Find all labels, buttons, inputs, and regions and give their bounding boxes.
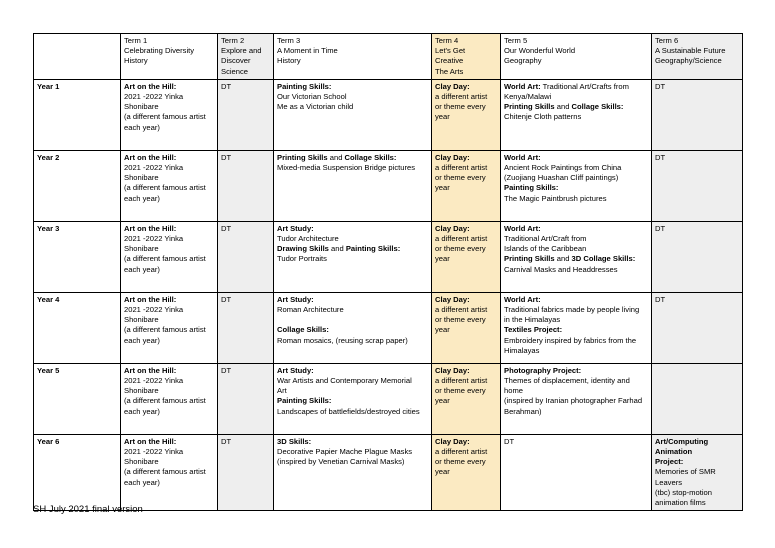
year-label: Year 2: [34, 150, 121, 221]
header-term5: Term 5 Our Wonderful World Geography: [501, 34, 652, 80]
header-term3: Term 3 A Moment in Time History: [274, 34, 432, 80]
header-term2: Term 2 Explore and Discover Science: [218, 34, 274, 80]
term3-cell: Art Study: Roman Architecture Collage Skills: Roman mosaics, (reusing scrap paper): [274, 292, 432, 363]
term1-cell: Art on the Hill: 2021 -2022 Yinka Shonibare (a different famous artist each year): [121, 292, 218, 363]
term6-cell: [652, 363, 743, 434]
year-label: Year 4: [34, 292, 121, 363]
term2-cell: DT: [218, 363, 274, 434]
term4-cell: Clay Day: a different artist or theme every year: [432, 221, 501, 292]
term6-cell: DT: [652, 292, 743, 363]
term2-cell: DT: [218, 221, 274, 292]
term1-cell: Art on the Hill: 2021 -2022 Yinka Shonibare (a different famous artist each year): [121, 363, 218, 434]
term3-cell: Painting Skills: Our Victorian School Me as a Victorian child: [274, 79, 432, 150]
header-term1: Term 1 Celebrating Diversity History: [121, 34, 218, 80]
term2-cell: DT: [218, 434, 274, 510]
year-label: Year 1: [34, 79, 121, 150]
year-label: Year 5: [34, 363, 121, 434]
term2-cell: DT: [218, 292, 274, 363]
term1-cell: Art on the Hill: 2021 -2022 Yinka Shonibare (a different famous artist each year): [121, 150, 218, 221]
art-curriculum-table: [33, 33, 743, 511]
term1-cell: Art on the Hill: 2021 -2022 Yinka Shonibare (a different famous artist each year): [121, 221, 218, 292]
term5-cell: DT: [501, 434, 652, 510]
term5-cell: World Art: Traditional Art/Craft from Islands of the Caribbean Printing Skills and 3D Collage Skills: Carnival Masks and Headdresses: [501, 221, 652, 292]
year-label: Year 6: [34, 434, 121, 510]
term4-cell: Clay Day: a different artist or theme every year: [432, 363, 501, 434]
term3-cell: 3D Skills: Decorative Papier Mache Plague Masks (inspired by Venetian Carnival Masks): [274, 434, 432, 510]
term5-cell: World Art: Ancient Rock Paintings from China (Zuojiang Huashan Cliff paintings) Painting Skills: The Magic Paintbrush pictures: [501, 150, 652, 221]
term4-cell: Clay Day: a different artist or theme every year: [432, 79, 501, 150]
term4-cell: Clay Day: a different artist or theme every year: [432, 292, 501, 363]
term5-cell: World Art: Traditional fabrics made by people living in the Himalayas Textiles Project: Embroidery inspired by fabrics from the Himalayas: [501, 292, 652, 363]
term2-cell: DT: [218, 150, 274, 221]
term1-cell: Art on the Hill: 2021 -2022 Yinka Shonibare (a different famous artist each year): [121, 79, 218, 150]
term1-cell: Art on the Hill: 2021 -2022 Yinka Shonibare (a different famous artist each year): [121, 434, 218, 510]
term2-cell: DT: [218, 79, 274, 150]
year-4-row: [34, 292, 743, 363]
term6-cell: DT: [652, 79, 743, 150]
term6-cell: Art/Computing Animation Project: Memories of SMR Leavers (tbc) stop-motion animation films: [652, 434, 743, 510]
term6-cell: DT: [652, 221, 743, 292]
term4-cell: Clay Day: a different artist or theme every year: [432, 150, 501, 221]
term3-cell: Printing Skills and Collage Skills: Mixed-media Suspension Bridge pictures: [274, 150, 432, 221]
term3-cell: Art Study: Tudor Architecture Drawing Skills and Painting Skills: Tudor Portraits: [274, 221, 432, 292]
corner-cell: [34, 34, 121, 80]
term3-cell: Art Study: War Artists and Contemporary Memorial Art Painting Skills: Landscapes of battlefields/destroyed cities: [274, 363, 432, 434]
footer-note: SH July 2021 final version: [33, 504, 143, 515]
year-1-row: [34, 79, 743, 150]
term6-cell: DT: [652, 150, 743, 221]
term5-cell: Photography Project: Themes of displacement, identity and home (inspired by Iranian photographer Farhad Berahman): [501, 363, 652, 434]
header-row: [34, 34, 743, 80]
term5-cell: World Art: Traditional Art/Crafts from Kenya/Malawi Printing Skills and Collage Skills: Chitenje Cloth patterns: [501, 79, 652, 150]
header-term6: Term 6 A Sustainable Future Geography/Science: [652, 34, 743, 80]
year-2-row: [34, 150, 743, 221]
year-3-row: [34, 221, 743, 292]
year-label: Year 3: [34, 221, 121, 292]
year-6-row: [34, 434, 743, 510]
term4-cell: Clay Day: a different artist or theme every year: [432, 434, 501, 510]
year-5-row: [34, 363, 743, 434]
header-term4: Term 4 Let's Get Creative The Arts: [432, 34, 501, 80]
